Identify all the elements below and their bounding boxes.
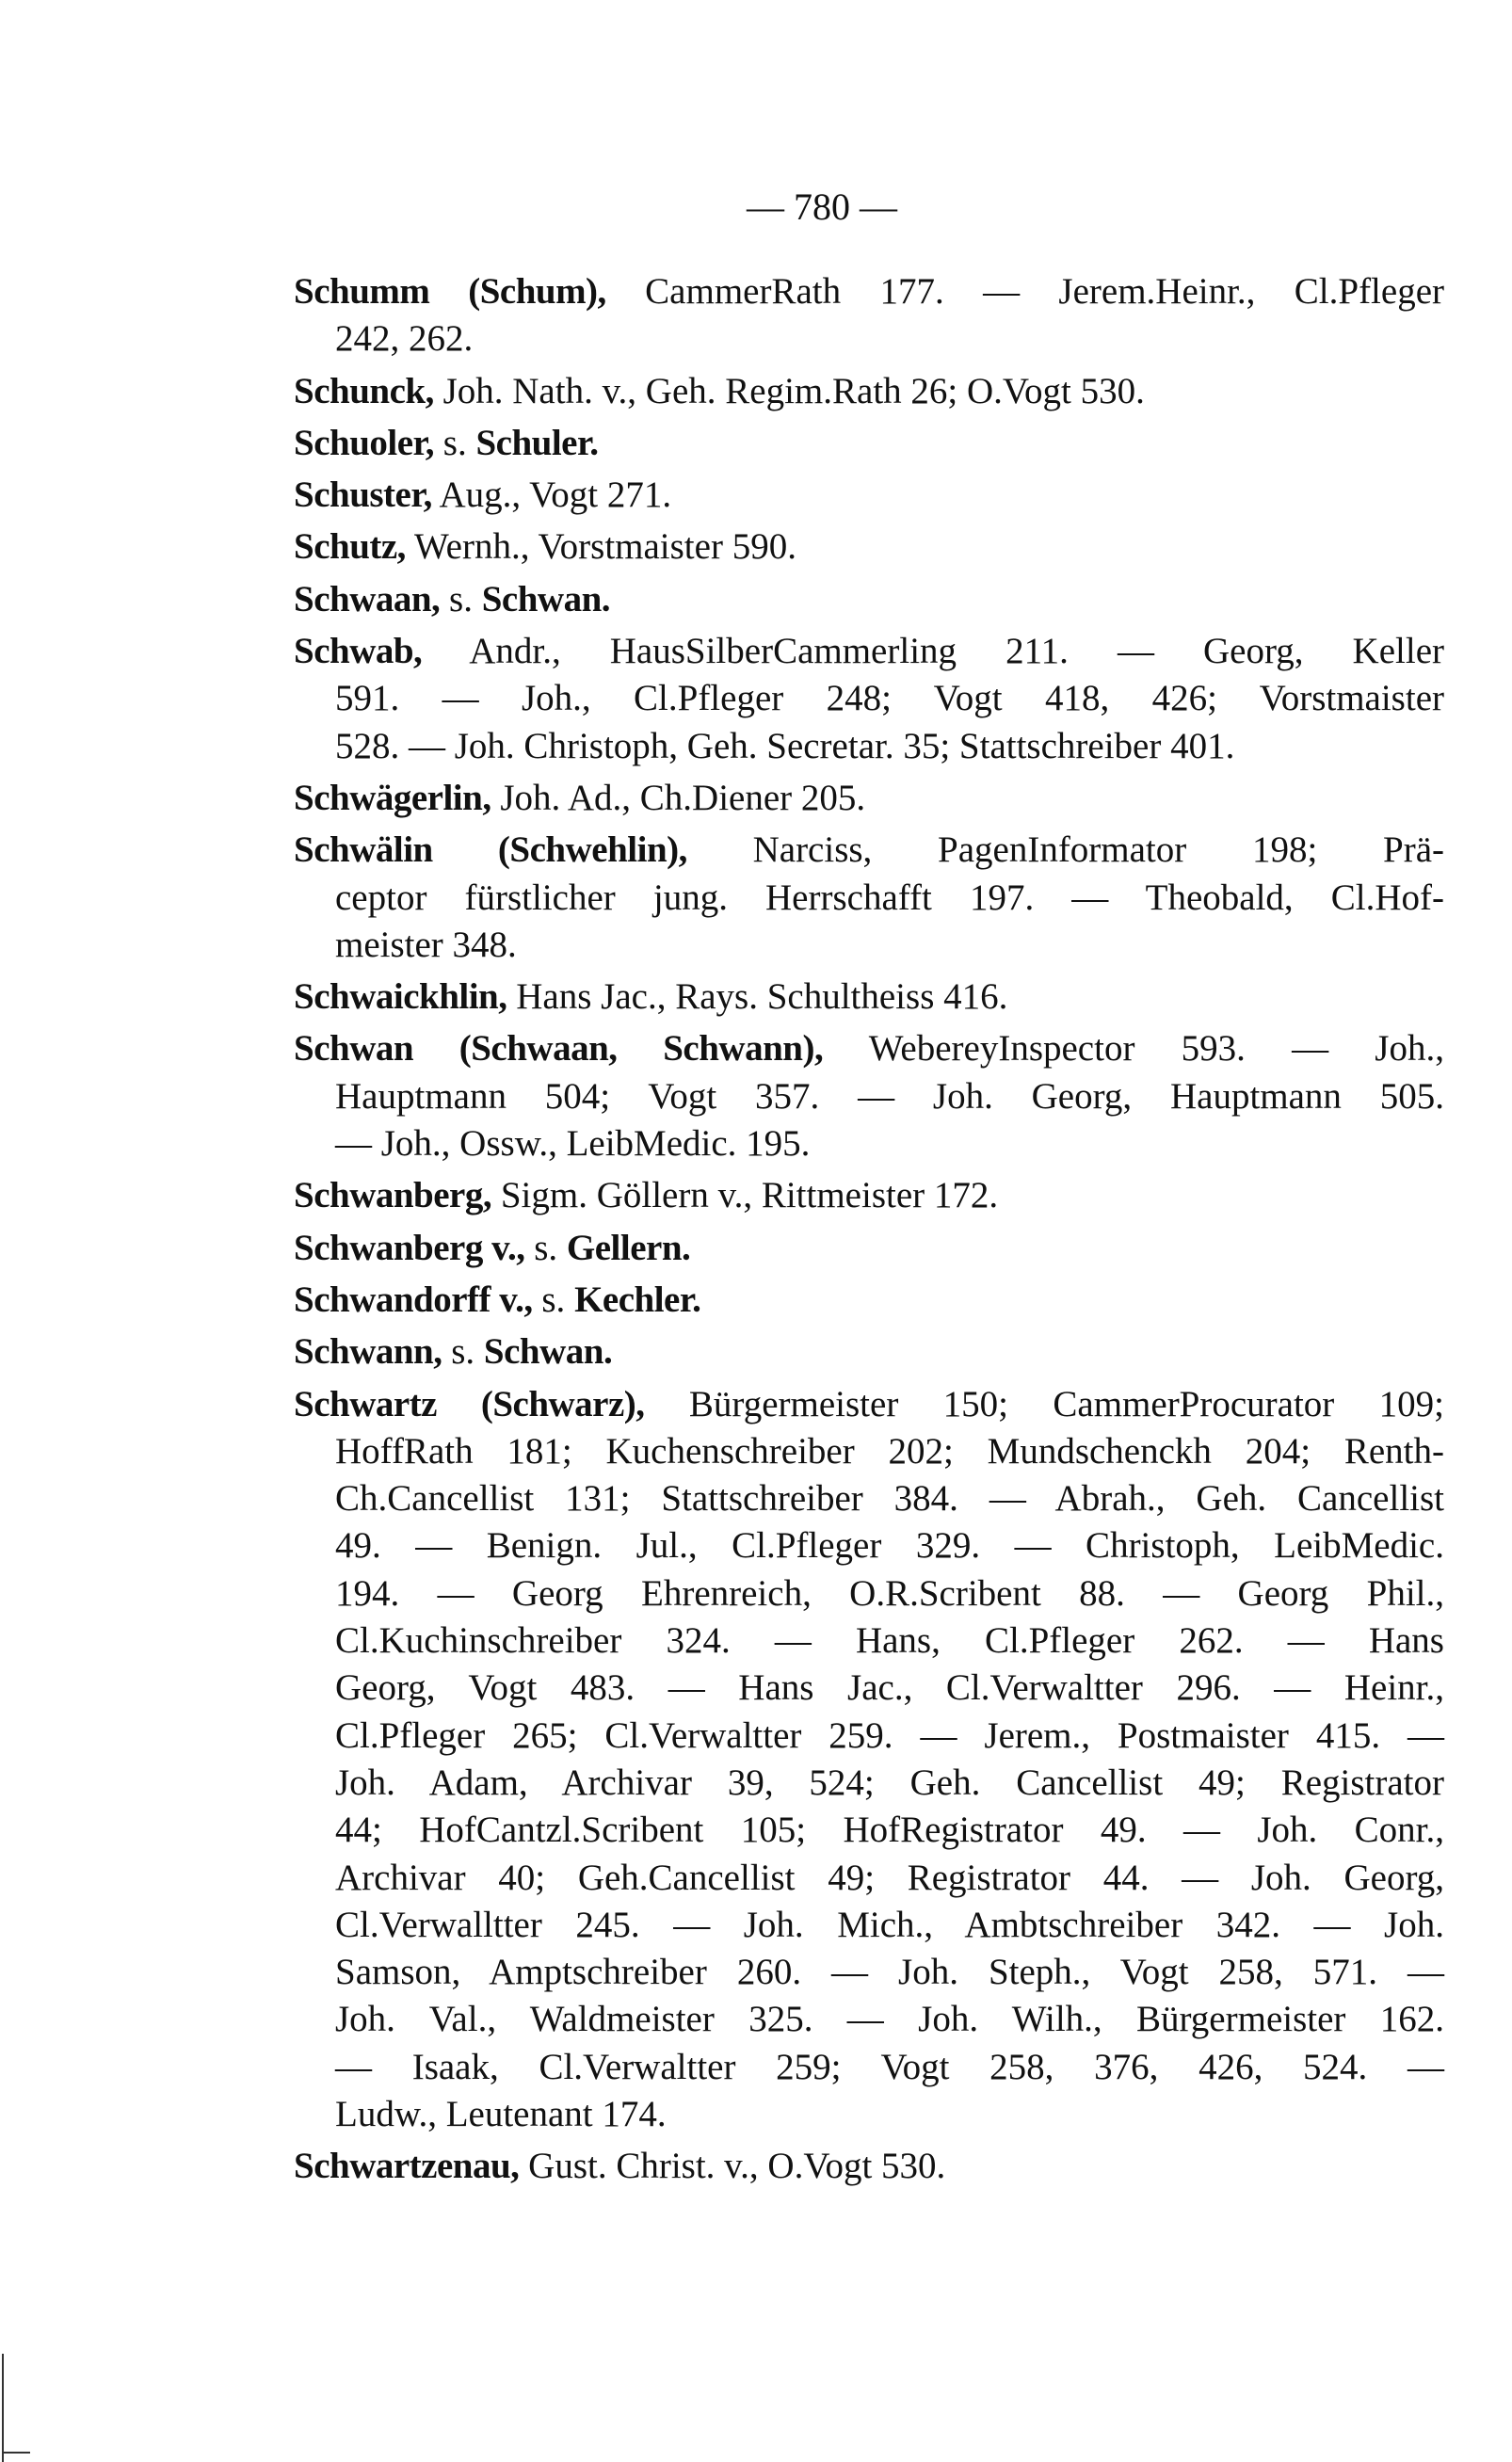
entry-text: Narciss, PagenInformator 198; Prä- — [686, 829, 1444, 871]
entry-text: Bürgermeister 150; CammerProcurator 109; — [644, 1383, 1444, 1424]
entry-text: 44; HofCantzl.Scribent 105; HofRegistrator 49. — Joh. Conr., — [335, 1810, 1444, 1851]
index-entry-line — [294, 2143, 1444, 2190]
index-entry-continuation — [294, 1855, 1444, 1902]
index-entry-continuation — [294, 1073, 1444, 1120]
entry-text: Andr., HausSilberCammerling 211. — Georg, Keller — [422, 631, 1444, 672]
headword: Schwann, — [294, 1331, 442, 1373]
entry-text: Wernh., Vorstmaister 590. — [405, 526, 796, 568]
entry-text: Hans Jac., Rays. Schultheiss 416. — [507, 976, 1008, 1018]
index-entry-continuation — [294, 1120, 1444, 1167]
entry-text: Hauptmann 504; Vogt 357. — Joh. Georg, Hauptmann 505. — [335, 1075, 1444, 1117]
index-entry-continuation — [294, 723, 1444, 770]
headword: Schuster, — [294, 475, 432, 516]
headword: Schwan. — [483, 1331, 613, 1373]
headword: Schwandorff v., — [294, 1279, 533, 1320]
index-entry-line — [294, 1025, 1444, 1072]
headword: Schwaickhlin, — [294, 976, 507, 1018]
headword: Schwägerlin, — [294, 777, 491, 818]
entry-text: Archivar 40; Geh.Cancellist 49; Registrator 44. — Joh. Georg, — [335, 1857, 1444, 1898]
index-entry-line — [294, 268, 1444, 315]
index-entry-continuation — [294, 1522, 1444, 1569]
index-entry-line — [294, 1381, 1444, 1428]
headword: Schunck, — [294, 370, 434, 411]
scan-edge-mark — [2, 2354, 4, 2462]
entry-text: s. — [434, 422, 476, 463]
index-text-column — [294, 268, 1444, 2191]
entry-text: — Joh., Ossw., LeibMedic. 195. — [335, 1123, 811, 1165]
entry-text: Joh. Nath. v., Geh. Regim.Rath 26; O.Vogt 530. — [433, 370, 1145, 411]
index-entry-continuation — [294, 2044, 1444, 2091]
headword: Schwartzenau, — [294, 2146, 520, 2187]
index-entry-continuation — [294, 1760, 1444, 1807]
entry-text: s. — [440, 578, 482, 620]
index-entry-line — [294, 1172, 1444, 1219]
entry-text: Cl.Kuchinschreiber 324. — Hans, Cl.Pfleger 262. — Hans — [335, 1620, 1444, 1662]
headword: Schuler. — [475, 422, 599, 463]
entry-text: 528. — Joh. Christoph, Geh. Secretar. 35; Stattschreiber 401. — [335, 725, 1235, 766]
index-entry-line — [294, 523, 1444, 571]
index-entry-continuation — [294, 1617, 1444, 1665]
index-entry-line — [294, 1225, 1444, 1272]
entry-text: meister 348. — [335, 924, 517, 965]
entry-text: HoffRath 181; Kuchenschreiber 202; Mundschenckh 204; Renth- — [335, 1430, 1444, 1472]
page-number: — 780 — — [747, 185, 897, 228]
headword: Schumm (Schum), — [294, 271, 606, 312]
headword: Schwaan, — [294, 578, 441, 620]
entry-text: CammerRath 177. — Jerem.Heinr., Cl.Pfleger — [605, 271, 1445, 312]
index-entry-line — [294, 472, 1444, 519]
headword: Schwartz (Schwarz), — [294, 1383, 645, 1424]
entry-text: Ludw., Leutenant 174. — [335, 2093, 667, 2134]
index-entry-continuation — [294, 1713, 1444, 1760]
headword: Schwälin (Schwehlin), — [294, 829, 687, 871]
entry-text: Georg, Vogt 483. — Hans Jac., Cl.Verwaltter 296. — Heinr., — [335, 1667, 1444, 1709]
index-entry-continuation — [294, 315, 1444, 362]
entry-text: Samson, Amptschreiber 260. — Joh. Steph., Vogt 258, 571. — — [335, 1952, 1444, 1993]
entry-text: 49. — Benign. Jul., Cl.Pfleger 329. — Christoph, LeibMedic. — [335, 1525, 1444, 1567]
index-entry-line — [294, 775, 1444, 822]
entry-text: Joh. Val., Waldmeister 325. — Joh. Wilh., Bürgermeister 162. — [335, 1999, 1444, 2040]
entry-text: s. — [442, 1331, 484, 1373]
scan-edge-mark — [2, 2452, 30, 2454]
headword: Schwan. — [481, 578, 611, 620]
entry-text: — Isaak, Cl.Verwaltter 259; Vogt 258, 376, 426, 524. — — [335, 2046, 1444, 2087]
entry-text: 591. — Joh., Cl.Pfleger 248; Vogt 418, 426; Vorstmaister — [335, 678, 1444, 719]
index-entry-continuation — [294, 1949, 1444, 1996]
index-entry-continuation — [294, 1996, 1444, 2043]
entry-text: Cl.Verwalltter 245. — Joh. Mich., Ambtschreiber 342. — Joh. — [335, 1904, 1444, 1945]
entry-text: Joh. Adam, Archivar 39, 524; Geh. Cancellist 49; Registrator — [335, 1762, 1444, 1803]
headword: Schwanberg v., — [294, 1227, 525, 1268]
headword: Kechler. — [574, 1279, 701, 1320]
entry-text: 242, 262. — [335, 318, 474, 360]
headword: Schwan (Schwaan, Schwann), — [294, 1028, 824, 1070]
index-entry-line — [294, 974, 1444, 1021]
index-entry-continuation — [294, 1570, 1444, 1617]
index-entry-continuation — [294, 675, 1444, 722]
index-entry-line — [294, 368, 1444, 415]
entry-text: Cl.Pfleger 265; Cl.Verwaltter 259. — Jerem., Postmaister 415. — — [335, 1714, 1444, 1756]
entry-text: WebereyInspector 593. — Joh., — [823, 1028, 1444, 1070]
entry-text: ceptor fürstlicher jung. Herrschafft 197. — Theobald, Cl.Hof- — [335, 877, 1444, 918]
index-entry-line — [294, 420, 1444, 467]
index-entry-line — [294, 576, 1444, 623]
index-entry-continuation — [294, 1807, 1444, 1854]
entry-text: s. — [532, 1279, 575, 1320]
index-entry-continuation — [294, 1475, 1444, 1522]
index-entry-line — [294, 827, 1444, 874]
entry-text: 194. — Georg Ehrenreich, O.R.Scribent 88. — Georg Phil., — [335, 1572, 1444, 1614]
index-entry-continuation — [294, 1428, 1444, 1475]
entry-text: Joh. Ad., Ch.Diener 205. — [491, 777, 866, 818]
headword: Schuoler, — [294, 422, 435, 463]
entry-text: s. — [524, 1227, 567, 1268]
index-entry-line — [294, 628, 1444, 675]
index-entry-line — [294, 1277, 1444, 1324]
index-entry-continuation — [294, 875, 1444, 922]
headword: Schutz, — [294, 526, 406, 568]
headword: Gellern. — [566, 1227, 691, 1268]
entry-text: Ch.Cancellist 131; Stattschreiber 384. — Abrah., Geh. Cancellist — [335, 1478, 1444, 1520]
index-entry-continuation — [294, 922, 1444, 969]
entry-text: Gust. Christ. v., O.Vogt 530. — [519, 2146, 946, 2187]
headword: Schwab, — [294, 631, 423, 672]
index-entry-continuation — [294, 2091, 1444, 2138]
headword: Schwanberg, — [294, 1175, 492, 1216]
index-entry-continuation — [294, 1665, 1444, 1712]
index-entry-line — [294, 1328, 1444, 1376]
entry-text: Sigm. Göllern v., Rittmeister 172. — [491, 1175, 999, 1216]
entry-text: Aug., Vogt 271. — [431, 475, 672, 516]
index-entry-continuation — [294, 1902, 1444, 1949]
